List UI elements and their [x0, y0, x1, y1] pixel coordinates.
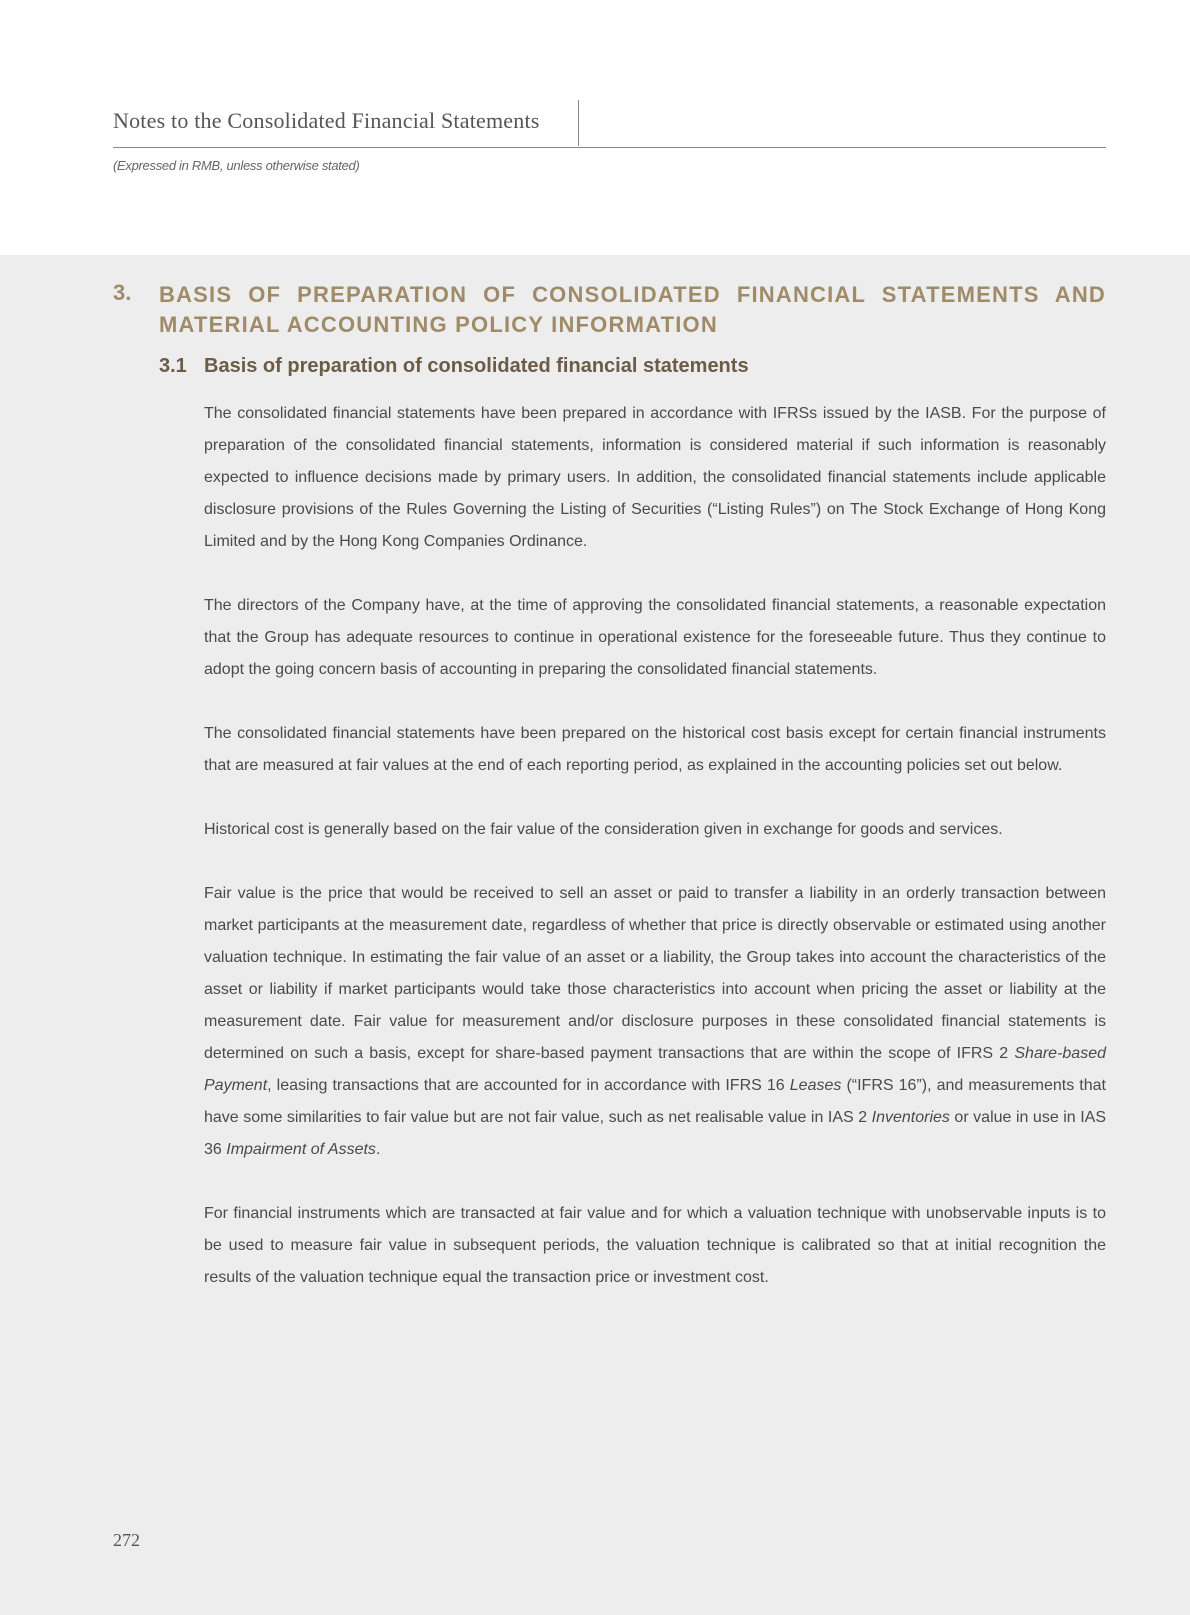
subsection-number: 3.1	[159, 355, 187, 377]
standard-title: Inventories	[871, 1109, 950, 1126]
body-text	[204, 398, 1106, 1326]
text: .	[375, 1141, 381, 1158]
paragraph: For financial instruments which are transacted at fair value and for which a valuation technique with unobservable inputs is to be used to measure fair value in subsequent periods, the valuation technique is calibrated so that at initial recognition the results of the valuation technique equal the transaction price or investment cost.	[204, 1205, 1106, 1286]
section-title: BASIS OF PREPARATION OF CONSOLIDATED FINANCIAL STATEMENTS AND MATERIAL ACCOUNTING POLICY INFORMATION	[159, 282, 1106, 337]
standard-title: Share-based Payment	[204, 1045, 1106, 1094]
paragraph: The directors of the Company have, at the time of approving the consolidated financial statements, a reasonable expectation that the Group has adequate resources to continue in operational existence for the foreseeable future. Thus they continue to adopt the going concern basis of accounting in preparing the consolidated financial statements.	[204, 597, 1106, 678]
text: (“IFRS 16”), and measurements that have some similarities to fair value but are not fair value, such as net realisable value in IAS 2	[204, 1077, 1106, 1126]
page-number: 272	[113, 1530, 140, 1550]
text: or value in use in IAS 36	[204, 1109, 1107, 1158]
page-header	[0, 0, 1190, 255]
paragraph: Historical cost is generally based on the fair value of the consideration given in exchange for goods and services.	[204, 821, 1003, 838]
text: Fair value is the price that would be received to sell an asset or paid to transfer a liability in an orderly transaction between market participants at the measurement date, regardless of whether that price is directly observable or estimated using another valuation technique. In estimating the fair value of an asset or a liability, the Group takes into account the characteristics of the asset or liability if market participants would take those characteristics into account when pricing the asset or liability at the measurement date. Fair value for measurement and/or disclosure purposes in these consolidated financial statements is determined on such a basis, except for share-based payment transactions that are within the scope of IFRS 2	[204, 885, 1106, 1062]
subsection-title: Basis of preparation of consolidated financial statements	[204, 355, 749, 377]
section-number: 3.	[113, 280, 132, 305]
currency-note: (Expressed in RMB, unless otherwise stated)	[113, 158, 360, 173]
paragraph: The consolidated financial statements have been prepared in accordance with IFRSs issued by the IASB. For the purpose of preparation of the consolidated financial statements, information is considered material if such information is reasonably expected to influence decisions made by primary users. In addition, the consolidated financial statements include applicable disclosure provisions of the Rules Governing the Listing of Securities (“Listing Rules”) on The Stock Exchange of Hong Kong Limited and by the Hong Kong Companies Ordinance.	[204, 405, 1106, 550]
standard-title: Impairment of Assets	[226, 1141, 376, 1158]
paragraph	[204, 878, 1106, 1166]
paragraph: The consolidated financial statements have been prepared on the historical cost basis except for certain financial instruments that are measured at fair values at the end of each reporting period, as explained in the accounting policies set out below.	[204, 725, 1106, 774]
header-divider	[113, 147, 1106, 148]
header-divider-vertical	[578, 100, 579, 146]
standard-title: Leases	[789, 1077, 842, 1094]
running-title: Notes to the Consolidated Financial Statements	[113, 108, 540, 133]
text: , leasing transactions that are accounted for in accordance with IFRS 16	[267, 1077, 790, 1094]
